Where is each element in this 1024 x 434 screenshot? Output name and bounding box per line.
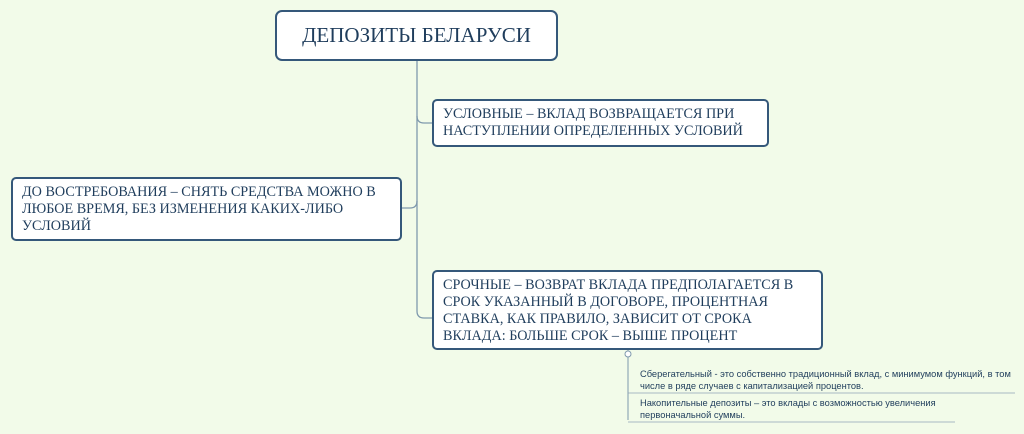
branch-conditional[interactable] — [432, 99, 769, 147]
branch-term[interactable] — [432, 270, 823, 350]
collapse-toggle-icon — [625, 351, 631, 357]
branch-conditional-label: УСЛОВНЫЕ – ВКЛАД ВОЗВРАЩАЕТСЯ ПРИ НАСТУПЛЕНИИ ОПРЕДЕЛЕННЫХ УСЛОВИЙ — [443, 106, 743, 139]
root-node[interactable] — [275, 10, 558, 61]
connector-demand — [402, 201, 417, 208]
connector-conditional — [417, 116, 432, 123]
branch-term-label: СРОЧНЫЕ – ВОЗВРАТ ВКЛАДА ПРЕДПОЛАГАЕТСЯ В СРОК УКАЗАННЫЙ В ДОГОВОРЕ, ПРОЦЕНТНАЯ СТАВКА, КАК ПРАВИЛО, ЗАВИСИТ ОТ СРОКА ВКЛАДА: БОЛЬШЕ СРОК – ВЫШЕ ПРОЦЕНТ — [443, 277, 794, 344]
trunk-line — [417, 61, 432, 318]
branch-demand[interactable] — [11, 177, 402, 241]
note-savings-deposit[interactable] — [640, 369, 1015, 392]
root-node-label: ДЕПОЗИТЫ БЕЛАРУСИ — [302, 23, 531, 47]
note-accumulative-deposit[interactable] — [640, 398, 970, 421]
branch-demand-label: ДО ВОСТРЕБОВАНИЯ – СНЯТЬ СРЕДСТВА МОЖНО В ЛЮБОЕ ВРЕМЯ, БЕЗ ИЗМЕНЕНИЯ КАКИХ-ЛИБО УСЛОВИЙ — [22, 184, 376, 234]
note-savings-text: Сберегательный - это собственно традиционный вклад, с минимумом функций, в том числе в ряде случаев с капитализацией процентов. — [640, 369, 1011, 391]
note-accumulative-text: Накопительные депозиты – это вклады с возможностью увеличения первоначальной суммы. — [640, 398, 936, 420]
